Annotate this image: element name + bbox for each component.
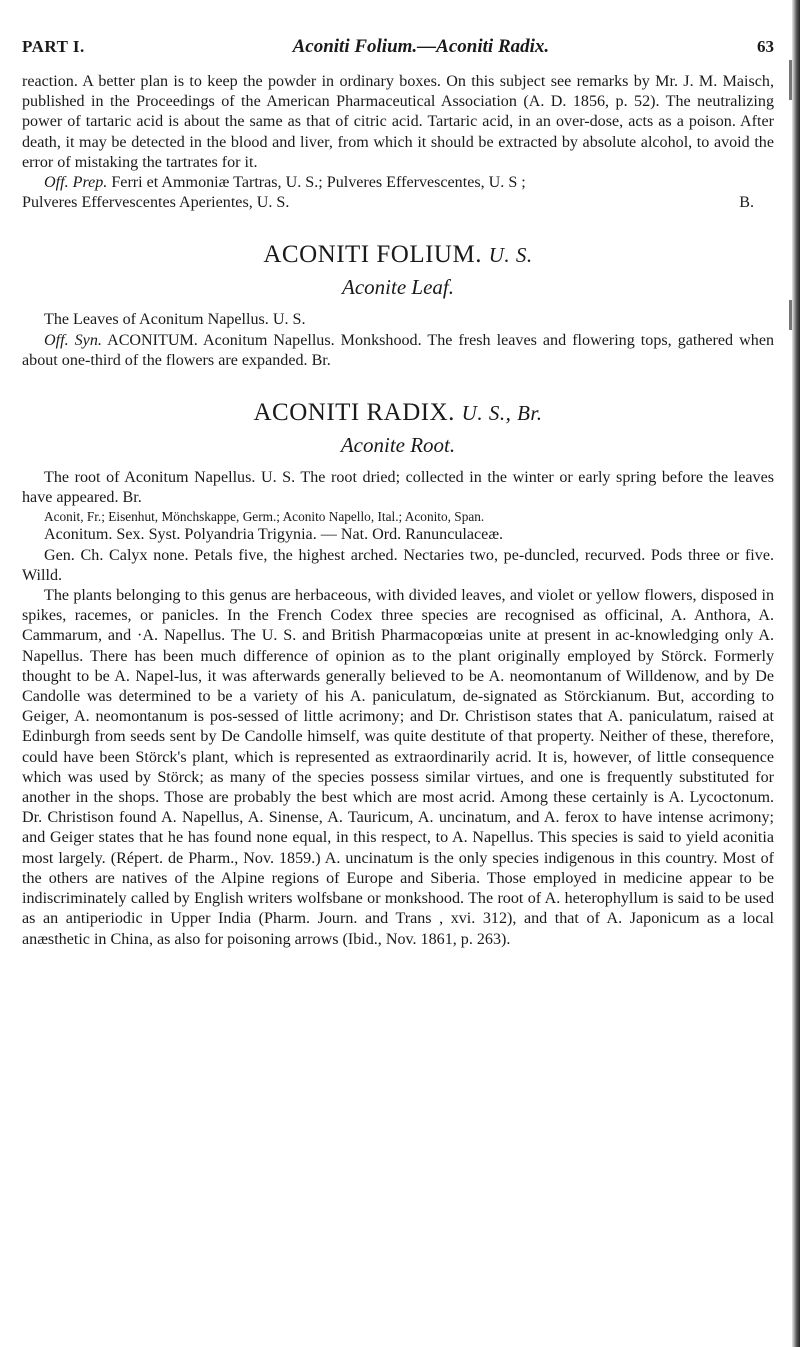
running-header: [22, 36, 774, 58]
off-syn-text: ACONITUM. Aconitum Napellus. Monkshood. The fresh leaves and flowering tops, gathered when about one-third of the flowers are expanded. Br.: [22, 331, 775, 369]
off-prep-line-2: [22, 193, 774, 213]
running-title: Aconiti Folium.—Aconiti Radix.: [292, 36, 550, 57]
radix-heading-abbr: U. S., Br.: [461, 401, 543, 426]
official-preparations: [22, 173, 774, 193]
off-prep-text-2: Pulveres Effervescentes Aperientes, U. S.: [22, 194, 290, 212]
radix-subtitle: Aconite Root.: [340, 433, 456, 458]
folium-subtitle: Aconite Leaf.: [342, 275, 454, 300]
radix-generic-character: Gen. Ch. Calyx none. Petals five, the highest arched. Nectaries two, pe-duncled, recurved. Pods three or five. Willd.: [22, 546, 774, 584]
part-label: PART I.: [22, 37, 85, 56]
page-edge-mark: [789, 300, 792, 330]
radix-taxonomy: Aconitum. Sex. Syst. Polyandria Trigynia. — Nat. Ord. Ranunculaceæ.: [44, 526, 504, 544]
intro-paragraph: reaction. A better plan is to keep the powder in ordinary boxes. On this subject see remarks by Mr. J. M. Maisch, published in the Proceedings of the American Pharmaceutical Association (A. D. 1856, p. 52). The neutralizing power of tartaric acid is about the same as that of citric acid. Tartaric acid, in an over-dose, acts as a poison. After death, it may be detected in the blood and liver, from which it should be extracted by absolute alcohol, to avoid the error of mistaking the tartrates for it.: [22, 73, 774, 171]
folium-heading-text: ACONITI FOLIUM.: [263, 241, 482, 269]
page-number: 63: [757, 37, 774, 56]
folium-definition: The Leaves of Aconitum Napellus. U. S.: [44, 311, 306, 329]
page: [22, 36, 774, 950]
radix-body: The plants belonging to this genus are herbaceous, with divided leaves, and violet or yellow flowers, disposed in spikes, racemes, or panicles. In the French Codex three species are recognised as officinal, A. Anthora, A. Cammarum, and ·A. Napellus. The U. S. and British Pharmacopœias unite at present in ac-knowledging only A. Napellus. There has been much difference of opinion as to the plant originally employed by Störck. Formerly thought to be A. Napel-lus, it was afterwards generally believed to be A. neomontanum of Willdenow, and by De Candolle was determined to be a variety of his A. paniculatum, de-signated as Störckianum. But, according to Geiger, A. neomontanum is pos-sessed of little acrimony; and Dr. Christison states that A. paniculatum, raised at Edinburgh from seeds sent by De Candolle himself, was quite destitute of that property. Neither of these, therefore, could have been Störck's plant, which is represented as extraordinarily acrid. It is, however, of little consequence which was used by Störck; as many of the species possess similar virtues, and one is frequently substituted for another in the shops. Those are probably the best which are most acrid. Among these certainly is A. Lycoctonum. Dr. Christison found A. Napellus, A. Sinense, A. Tauricum, A. uncinatum, and A. ferox to have intense acrimony; and Geiger states that he has found none equal, in this respect, to A. Napellus. This species is said to yield aconitia most largely. (Répert. de Pharm., Nov. 1859.) A. uncinatum is the only species indigenous in this country. Most of the others are natives of the Alpine regions of Europe and Siberia. Those employed in medicine appear to be indiscriminately called by English writers wolfsbane or monkshood. The root of A. heterophyllum is said to be used as an antiperiodic in Upper India (Pharm. Journ. and Trans , xvi. 312), and that of A. Japonicum as a local anæsthetic in China, as also for poisoning arrows (Ibid., Nov. 1861, p. 263).: [22, 587, 774, 948]
folium-synonym: [22, 331, 774, 371]
page-edge-mark: [789, 60, 792, 100]
off-prep-label: Off. Prep.: [44, 174, 108, 192]
radix-definition: The root of Aconitum Napellus. U. S. The root dried; collected in the winter or early spring before the leaves have appeared. Br.: [22, 469, 774, 507]
radix-heading-text: ACONITI RADIX.: [253, 399, 455, 427]
off-syn-label: Off. Syn.: [44, 331, 102, 349]
off-prep-text: Ferri et Ammoniæ Tartras, U. S.; Pulveres Effervescentes, U. S ;: [111, 174, 526, 192]
radix-synonyms: Aconit, Fr.; Eisenhut, Mönchskappe, Germ.; Aconito Napello, Ital.; Aconito, Span.: [44, 509, 485, 525]
radix-heading: [22, 399, 774, 427]
folium-heading-abbr: U. S.: [488, 243, 533, 268]
author-signature: B.: [739, 194, 754, 212]
folium-heading: [22, 241, 774, 269]
page-edge-shadow: [792, 0, 800, 1347]
